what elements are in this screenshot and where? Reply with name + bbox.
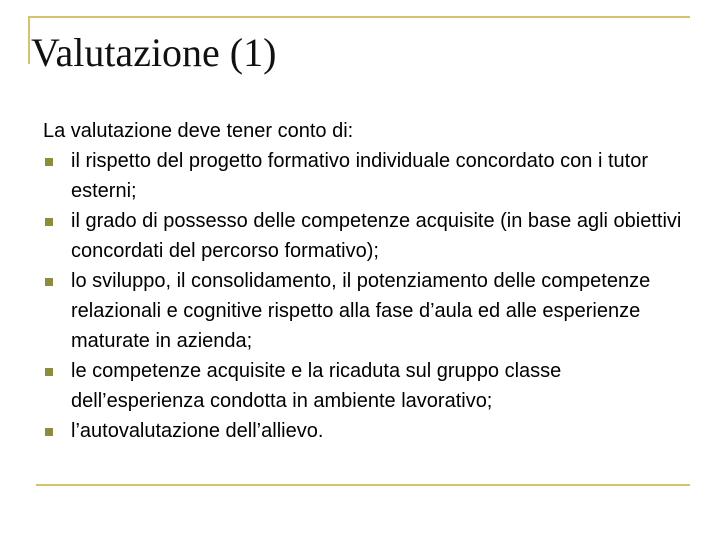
- evaluation-criterion: [43, 146, 693, 206]
- criterion-text: le competenze acquisite e la ricaduta sul gruppo classe dell’esperienza condotta in ambiente lavorativo;: [71, 360, 562, 412]
- top-decorative-rule: [30, 16, 690, 18]
- criterion-text: l’autovalutazione dell’allievo.: [71, 420, 324, 442]
- evaluation-criterion: [43, 416, 693, 446]
- square-bullet-icon: [45, 428, 53, 436]
- criterion-text: lo sviluppo, il consolidamento, il potenziamento delle competenze relazionali e cognitive rispetto alla fase d’aula ed alle esperienze maturate in azienda;: [71, 270, 651, 352]
- intro-text: La valutazione deve tener conto di:: [43, 120, 354, 142]
- criterion-text: il grado di possesso delle competenze acquisite (in base agli obiettivi concordati del percorso formativo);: [71, 210, 682, 262]
- evaluation-criterion: [43, 266, 693, 356]
- square-bullet-icon: [45, 158, 53, 166]
- slide-title: Valutazione (1): [31, 30, 277, 75]
- evaluation-criterion: [43, 206, 693, 266]
- evaluation-criterion: [43, 356, 693, 416]
- left-decorative-rule: [28, 16, 30, 64]
- square-bullet-icon: [45, 278, 53, 286]
- evaluation-criteria-list: [43, 146, 693, 446]
- bottom-decorative-rule: [36, 484, 690, 486]
- criterion-text: il rispetto del progetto formativo individuale concordato con i tutor esterni;: [71, 150, 648, 202]
- square-bullet-icon: [45, 218, 53, 226]
- square-bullet-icon: [45, 368, 53, 376]
- slide-body: [43, 116, 693, 446]
